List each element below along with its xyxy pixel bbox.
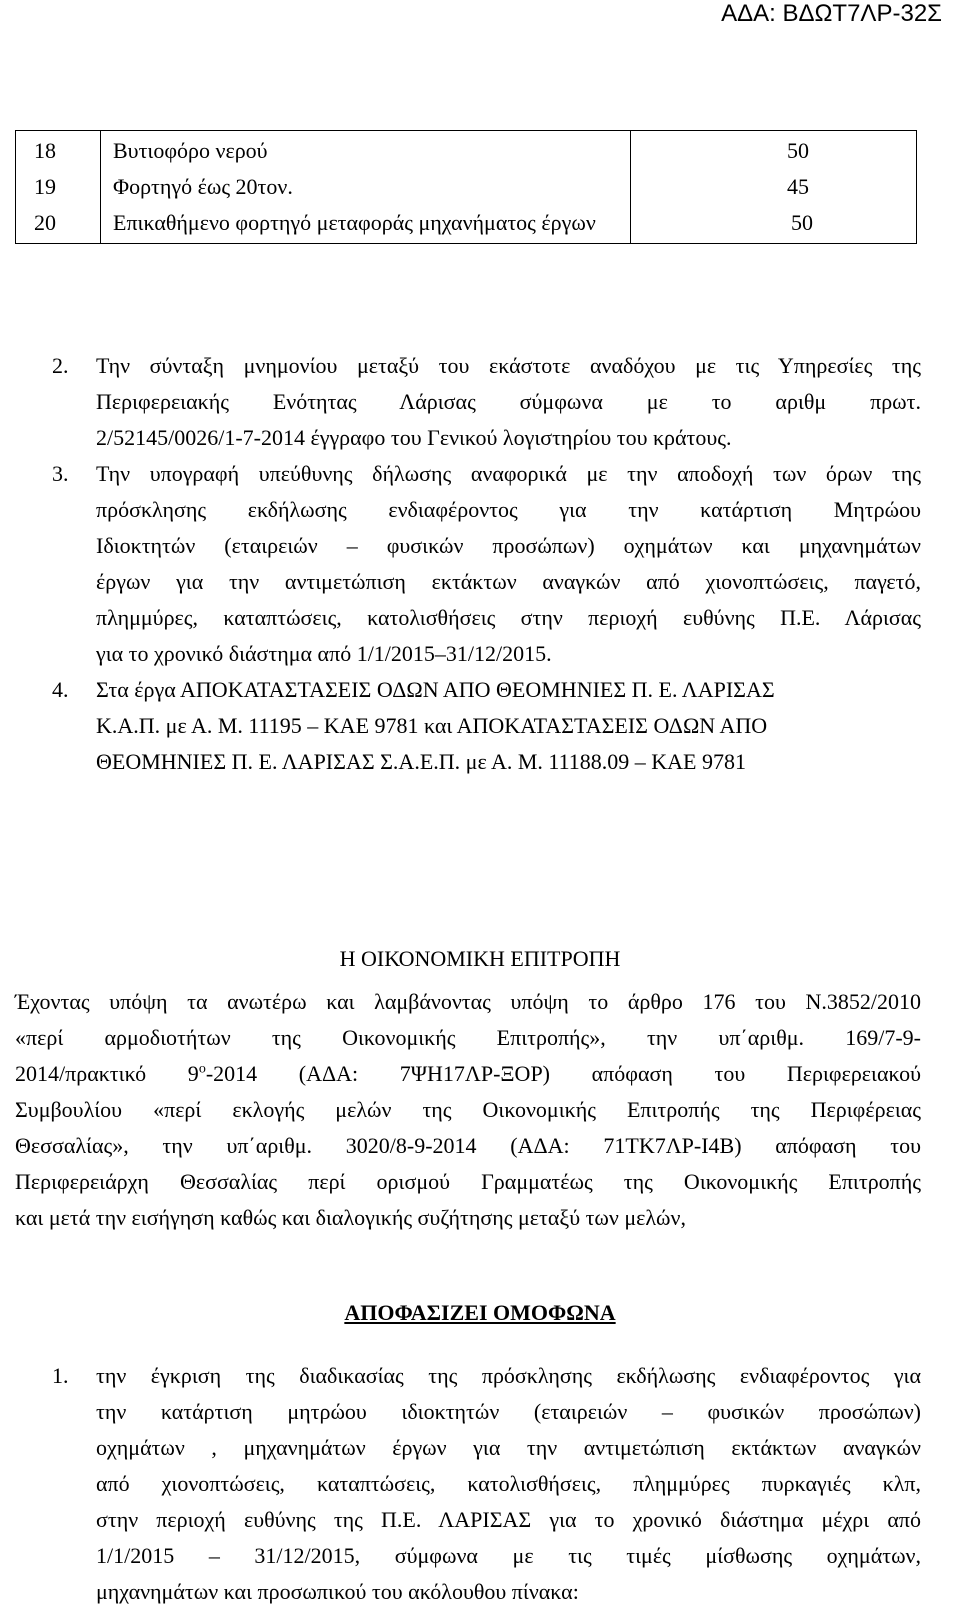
text-line: Περιφερειακής Ενότητας Λάρισας σύμφωνα με το αριθμ πρωτ.: [96, 389, 921, 414]
text-line: την έγκριση της διαδικασίας της πρόσκλησης εκδήλωσης ενδιαφέροντος για: [96, 1363, 921, 1388]
list-number: 3.: [52, 461, 69, 486]
table-row: [16, 169, 917, 205]
list-number: 2.: [52, 353, 69, 378]
row-value: 50: [631, 131, 917, 170]
decision-item-1: [52, 1358, 921, 1610]
text-line: μηχανημάτων και προσωπικού του ακόλουθου πίνακα:: [96, 1579, 579, 1604]
text-line: έργων για την αντιμετώπιση εκτάκτων αναγκών από χιονοπτώσεις, παγετό,: [96, 569, 921, 594]
text-line: οχημάτων , μηχανημάτων έργων για την αντιμετώπιση εκτάκτων αναγκών: [96, 1435, 921, 1460]
row-value: 50: [631, 205, 917, 244]
text-segment: 2014/πρακτικό 9: [15, 1061, 199, 1086]
list-item-2: [52, 348, 921, 456]
committee-title: Η ΟΙΚΟΝΟΜΙΚΗ ΕΠΙΤΡΟΠΗ: [339, 946, 621, 971]
text-line: την κατάρτιση μητρώου ιδιοκτητών (εταιρειών – φυσικών προσώπων): [96, 1399, 921, 1424]
table-row: [16, 205, 917, 244]
text-line: Ιδιοκτητών (εταιρειών – φυσικών προσώπων) οχημάτων και μηχανημάτων: [96, 533, 921, 558]
text-line: [15, 1056, 921, 1092]
text-line: Στα έργα ΑΠΟΚΑΤΑΣΤΑΣΕΙΣ ΟΔΩΝ ΑΠΟ ΘΕΟΜΗΝΙΕΣ Π. Ε. ΛΑΡΙΣΑΣ: [96, 677, 775, 702]
row-description: Επικαθήμενο φορτηγό μεταφοράς μηχανήματος έργων: [101, 205, 631, 244]
text-line: για το χρονικό διάστημα από 1/1/2015–31/12/2015.: [96, 641, 552, 666]
text-line: ΘΕΟΜΗΝΙΕΣ Π. Ε. ΛΑΡΙΣΑΣ Σ.Α.Ε.Π. με Α. Μ. 11188.09 – ΚΑΕ 9781: [96, 749, 746, 774]
text-line: Συμβουλίου «περί εκλογής μελών της Οικονομικής Επιτροπής της Περιφέρειας: [15, 1097, 921, 1122]
decision-title: ΑΠΟΦΑΣΙΖΕΙ ΟΜΟΦΩΝΑ: [344, 1300, 616, 1325]
vehicle-rates-table: [15, 130, 917, 244]
row-number: 18: [16, 131, 101, 170]
text-line: Έχοντας υπόψη τα ανωτέρω και λαμβάνοντας υπόψη το άρθρο 176 του Ν.3852/2010: [15, 989, 921, 1014]
text-segment: -2014 (ΑΔΑ: 7ΨΗ17ΛΡ-ΞΟΡ) απόφαση του Περιφερειακού: [205, 1061, 921, 1086]
list-item-4: [52, 672, 921, 780]
text-line: Την υπογραφή υπεύθυνης δήλωσης αναφορικά με την αποδοχή των όρων της: [96, 461, 921, 486]
text-line: στην περιοχή ευθύνης της Π.Ε. ΛΑΡΙΣΑΣ για το χρονικό διάστημα μέχρι από: [96, 1507, 921, 1532]
row-value: 45: [631, 169, 917, 205]
list-number: 1.: [52, 1363, 69, 1388]
committee-paragraph: [15, 984, 921, 1236]
text-line: 2/52145/0026/1-7-2014 έγγραφο του Γενικού λογιστηρίου του κράτους.: [96, 425, 732, 450]
row-description: Βυτιοφόρο νερού: [101, 131, 631, 170]
table-row: [16, 131, 917, 170]
text-line: Την σύνταξη μνημονίου μεταξύ του εκάστοτε αναδόχου με τις Υπηρεσίες της: [96, 353, 921, 378]
row-description: Φορτηγό έως 20τον.: [101, 169, 631, 205]
text-line: πρόσκλησης εκδήλωσης ενδιαφέροντος για την κατάρτιση Μητρώου: [96, 497, 921, 522]
ordinal-superscript: ο: [198, 1061, 206, 1077]
text-line: 1/1/2015 – 31/12/2015, σύμφωνα με τις τιμές μίσθωσης οχημάτων,: [96, 1543, 921, 1568]
row-number: 20: [16, 205, 101, 244]
text-line: Περιφερειάρχη Θεσσαλίας περί ορισμού Γραμματέως της Οικονομικής Επιτροπής: [15, 1169, 921, 1194]
row-number: 19: [16, 169, 101, 205]
document-code: ΑΔΑ: ΒΔΩΤ7ΛΡ-32Σ: [721, 0, 942, 27]
list-number: 4.: [52, 677, 69, 702]
text-line: πλημμύρες, καταπτώσεις, κατολισθήσεις στην περιοχή ευθύνης Π.Ε. Λάρισας: [96, 605, 921, 630]
list-item-3: [52, 456, 921, 672]
text-line: Κ.Α.Π. με Α. Μ. 11195 – ΚΑΕ 9781 και ΑΠΟΚΑΤΑΣΤΑΣΕΙΣ ΟΔΩΝ ΑΠΟ: [96, 713, 768, 738]
text-line: Θεσσαλίας», την υπ΄αριθμ. 3020/8-9-2014 (ΑΔΑ: 71ΤΚ7ΛΡ-Ι4Β) απόφαση του: [15, 1133, 921, 1158]
text-line: από χιονοπτώσεις, καταπτώσεις, κατολισθήσεις, πλημμύρες πυρκαγιές κλπ,: [96, 1471, 921, 1496]
text-line: και μετά την εισήγηση καθώς και διαλογικής συζήτησης μεταξύ των μελών,: [15, 1205, 686, 1230]
text-line: «περί αρμοδιοτήτων της Οικονομικής Επιτροπής», την υπ΄αριθμ. 169/7-9-: [15, 1025, 921, 1050]
